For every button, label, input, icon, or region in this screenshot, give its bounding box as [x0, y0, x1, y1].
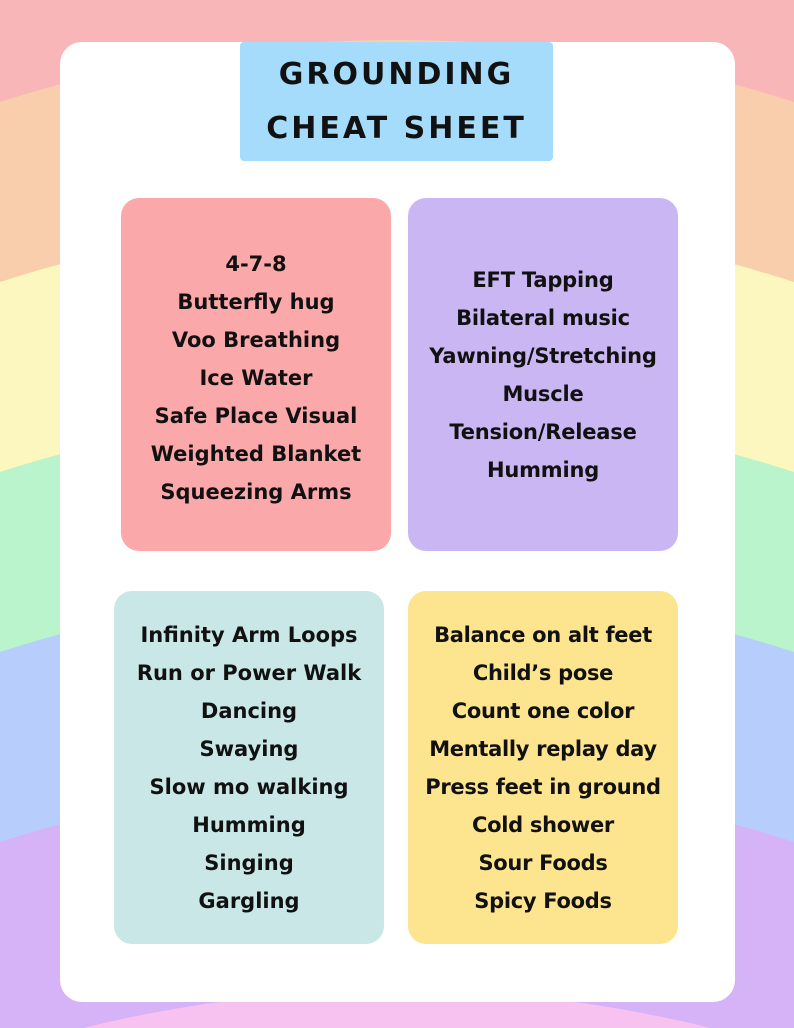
list-item: Voo Breathing	[171, 327, 341, 352]
list-item: Mentally replay day	[429, 736, 657, 761]
card-breathing	[121, 198, 391, 551]
list-item: Tension/Release	[449, 419, 637, 444]
card-movement	[114, 591, 384, 944]
title-banner	[240, 42, 553, 161]
list-item: Yawning/Stretching	[429, 343, 657, 368]
list-item: Swaying	[199, 736, 299, 761]
list-item: Bilateral music	[456, 305, 630, 330]
list-item: Cold shower	[472, 812, 614, 837]
list-item: Spicy Foods	[474, 888, 612, 913]
list-item: Count one color	[451, 698, 635, 723]
list-item: Press feet in ground	[425, 774, 661, 799]
card-sensory	[408, 198, 678, 551]
list-item: 4-7-8	[225, 251, 287, 276]
list-item: Run or Power Walk	[136, 660, 362, 685]
list-item: Slow mo walking	[149, 774, 349, 799]
list-item: Safe Place Visual	[154, 403, 358, 428]
list-item: Gargling	[198, 888, 300, 913]
list-item: Ice Water	[199, 365, 313, 390]
list-item: Dancing	[200, 698, 298, 723]
list-item: Child’s pose	[472, 660, 614, 685]
list-item: Infinity Arm Loops	[140, 622, 358, 647]
list-item: Humming	[192, 812, 306, 837]
list-item: Humming	[486, 457, 600, 482]
list-item: Balance on alt feet	[434, 622, 652, 647]
list-item: Muscle	[502, 381, 584, 406]
list-item: Squeezing Arms	[160, 479, 352, 504]
list-item: Singing	[204, 850, 294, 875]
list-item: Butterfly hug	[177, 289, 335, 314]
list-item: Sour Foods	[478, 850, 608, 875]
card-body	[408, 591, 678, 944]
title-line-2: CHEAT SHEET	[266, 110, 527, 146]
list-item: EFT Tapping	[472, 267, 614, 292]
title-line-1: GROUNDING	[278, 56, 515, 92]
list-item: Weighted Blanket	[150, 441, 362, 466]
